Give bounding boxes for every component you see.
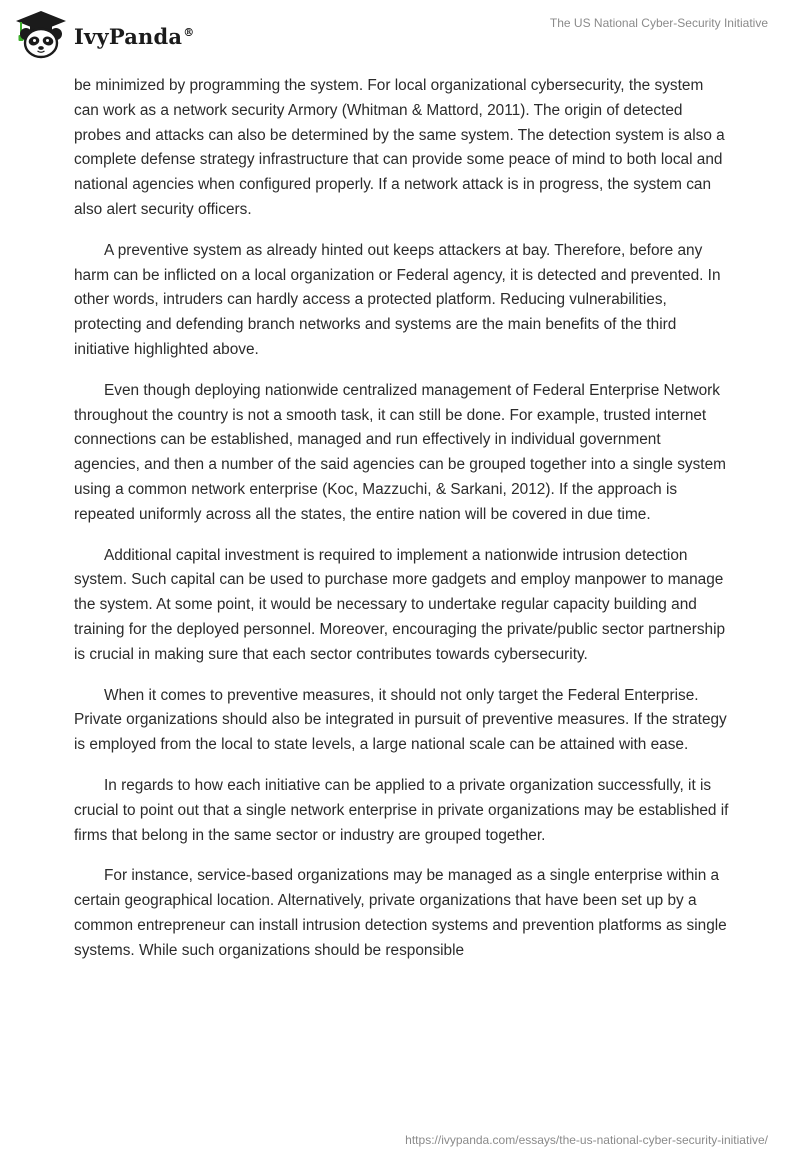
registered-mark: ®: [183, 25, 195, 39]
source-url-link[interactable]: https://ivypanda.com/essays/the-us-national-cyber-security-initiative/: [405, 1133, 768, 1147]
logo-wordmark: [74, 24, 194, 49]
paragraph-3: Even though deploying nationwide centralized management of Federal Enterprise Network throughout the country is not a smooth task, it can still be done. For example, trusted internet connections can be established, managed and run effectively in individual government agencies, and then a number of the said agencies can be grouped together into a single system using a common network enterprise (Koc, Mazzuchi, & Sarkani, 2012). If the approach is repeated uniformly across all the states, the entire nation will be covered in due time.: [74, 381, 726, 523]
page-header: [0, 0, 800, 70]
paragraph-5: When it comes to preventive measures, it should not only target the Federal Enterprise. Private organizations should also be integrated in pursuit of preventive measures. If the strategy is employed from the local to state levels, a large national scale can be attained with ease.: [74, 686, 727, 754]
document-title: The US National Cyber-Security Initiative: [549, 16, 768, 30]
paragraph-1: be minimized by programming the system. For local organizational cybersecurity, the system can work as a network security Armory (Whitman & Mattord, 2011). The origin of detected probes and attacks can also be determined by the same system. The detection system is also a complete defense strategy infrastructure that can provide some peace of mind to both local and national agencies when configured properly. If a network attack is in progress, the system can also alert security officers.: [74, 77, 725, 218]
paragraph-2: A preventive system as already hinted out keeps attackers at bay. Therefore, before any harm can be inflicted on a local organization or Federal agency, it is detected and prevented. In other words, intruders can hardly access a protected platform. Reducing vulnerabilities, protecting and defending branch networks and systems are the main benefits of the third initiative highlighted above.: [74, 241, 721, 358]
logo-brand-text: IvyPanda: [74, 23, 183, 49]
panda-graduate-logo-icon: [14, 9, 68, 61]
paragraph-6: In regards to how each initiative can be applied to a private organization successfully, it is crucial to point out that a single network enterprise in private organizations may be established if firms that belong in the same sector or industry are grouped together.: [74, 776, 729, 844]
paragraph-4: Additional capital investment is required to implement a nationwide intrusion detection system. Such capital can be used to purchase more gadgets and employ manpower to manage the system. At some point, it would be necessary to undertake regular capacity building and training for the deployed personnel. Moreover, encouraging the private/public sector partnership is crucial in making sure that each sector contributes towards cybersecurity.: [74, 546, 726, 663]
ivypanda-logo[interactable]: [14, 9, 194, 61]
essay-body: [74, 74, 730, 980]
paragraph-7: For instance, service-based organizations may be managed as a single enterprise within a certain geographical location. Alternatively, private organizations that have been set up by a common entrepreneur can install intrusion detection systems and prevention platforms as single systems. While such organizations should be responsible: [74, 867, 727, 959]
